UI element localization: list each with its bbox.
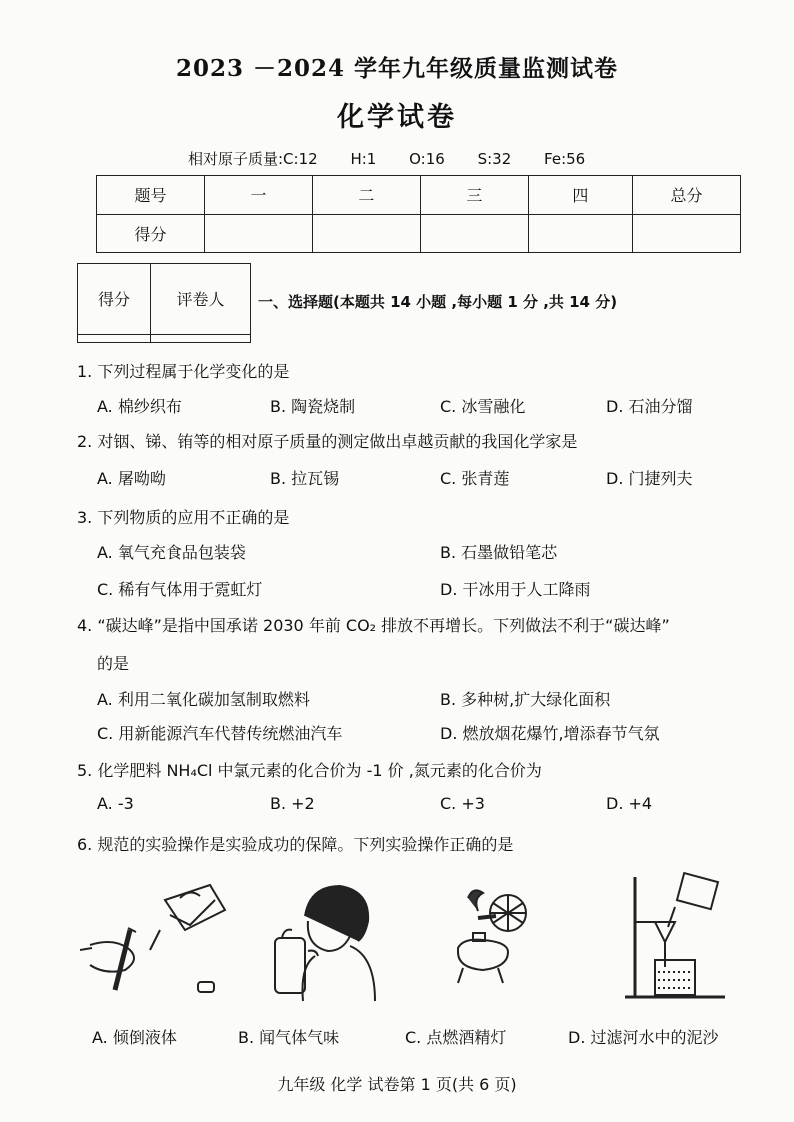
option[interactable]: B. 多种树,扩大绿化面积 xyxy=(440,690,611,709)
option[interactable]: B. 拉瓦锡 xyxy=(270,469,340,488)
option[interactable]: B. 陶瓷烧制 xyxy=(270,397,356,416)
atomic-mass-h: H:1 xyxy=(350,150,377,168)
score-table-header: 三 xyxy=(420,176,528,215)
grader-name-cell[interactable] xyxy=(151,334,251,342)
figure-caption[interactable]: A. 倾倒液体 xyxy=(92,1028,177,1047)
option[interactable]: A. 利用二氧化碳加氢制取燃料 xyxy=(97,690,310,709)
question-stem: 4. “碳达峰”是指中国承诺 2030 年前 CO₂ 排放不再增长。下列做法不利于“碳达峰” xyxy=(77,616,670,635)
option[interactable]: A. 屠呦呦 xyxy=(97,469,166,488)
question-stem: 2. 对铟、锑、铕等的相对原子质量的测定做出卓越贡献的我国化学家是 xyxy=(77,432,578,451)
atomic-masses xyxy=(188,148,613,169)
exam-title: 2023 －2024 学年九年级质量监测试卷 xyxy=(175,55,619,82)
option[interactable]: C. 冰雪融化 xyxy=(440,397,526,416)
option[interactable]: D. 燃放烟花爆竹,增添春节气氛 xyxy=(440,724,660,743)
question-stem-continuation: 的是 xyxy=(97,654,130,673)
grader-score-cell[interactable] xyxy=(78,334,151,342)
option[interactable]: B. +2 xyxy=(270,794,315,813)
figure-caption[interactable]: C. 点燃酒精灯 xyxy=(405,1028,507,1047)
atomic-mass-fe: Fe:56 xyxy=(544,150,586,168)
figure-caption[interactable]: D. 过滤河水中的泥沙 xyxy=(568,1028,719,1047)
score-cell[interactable] xyxy=(420,214,528,253)
question-stem: 6. 规范的实验操作是实验成功的保障。下列实验操作正确的是 xyxy=(77,835,514,854)
exam-subtitle: 化学试卷 xyxy=(337,102,457,133)
atomic-mass-c: 相对原子质量:C:12 xyxy=(188,150,318,168)
option[interactable]: D. 门捷列夫 xyxy=(606,469,693,488)
score-table-header: 四 xyxy=(528,176,632,215)
score-cell[interactable] xyxy=(632,214,740,253)
option[interactable]: A. -3 xyxy=(97,794,134,813)
grader-score-header: 得分 xyxy=(78,264,151,335)
option[interactable]: A. 棉纱织布 xyxy=(97,397,182,416)
score-row-label: 得分 xyxy=(97,214,205,253)
score-table-header: 总分 xyxy=(632,176,740,215)
option[interactable]: C. +3 xyxy=(440,794,485,813)
smelling-gas-illustration xyxy=(270,876,380,1001)
alcohol-lamp-illustration xyxy=(438,878,548,1003)
question-stem: 3. 下列物质的应用不正确的是 xyxy=(77,508,290,527)
filtering-illustration xyxy=(620,872,730,1002)
score-table-header: 题号 xyxy=(97,176,205,215)
grader-name-header: 评卷人 xyxy=(151,264,251,335)
option[interactable]: B. 石墨做铅笔芯 xyxy=(440,543,558,562)
atomic-mass-o: O:16 xyxy=(409,150,445,168)
score-table-header: 二 xyxy=(312,176,420,215)
grader-table xyxy=(77,263,251,343)
score-table xyxy=(96,175,741,253)
option[interactable]: C. 稀有气体用于霓虹灯 xyxy=(97,580,263,599)
option[interactable]: D. 干冰用于人工降雨 xyxy=(440,580,591,599)
atomic-mass-s: S:32 xyxy=(477,150,512,168)
score-cell[interactable] xyxy=(204,214,312,253)
option[interactable]: A. 氧气充食品包装袋 xyxy=(97,543,246,562)
figure-caption[interactable]: B. 闻气体气味 xyxy=(238,1028,340,1047)
section-title: 一、选择题(本题共 14 小题 ,每小题 1 分 ,共 14 分) xyxy=(258,293,618,311)
score-cell[interactable] xyxy=(312,214,420,253)
page-footer: 九年级 化学 试卷第 1 页(共 6 页) xyxy=(277,1075,517,1094)
option[interactable]: C. 张青莲 xyxy=(440,469,510,488)
option[interactable]: C. 用新能源汽车代替传统燃油汽车 xyxy=(97,724,343,743)
question-stem: 5. 化学肥料 NH₄Cl 中氯元素的化合价为 -1 价 ,氮元素的化合价为 xyxy=(77,761,542,780)
pouring-liquid-illustration xyxy=(80,870,240,1010)
option[interactable]: D. +4 xyxy=(606,794,653,813)
question-stem: 1. 下列过程属于化学变化的是 xyxy=(77,362,290,381)
score-cell[interactable] xyxy=(528,214,632,253)
score-table-header: 一 xyxy=(204,176,312,215)
option[interactable]: D. 石油分馏 xyxy=(606,397,693,416)
